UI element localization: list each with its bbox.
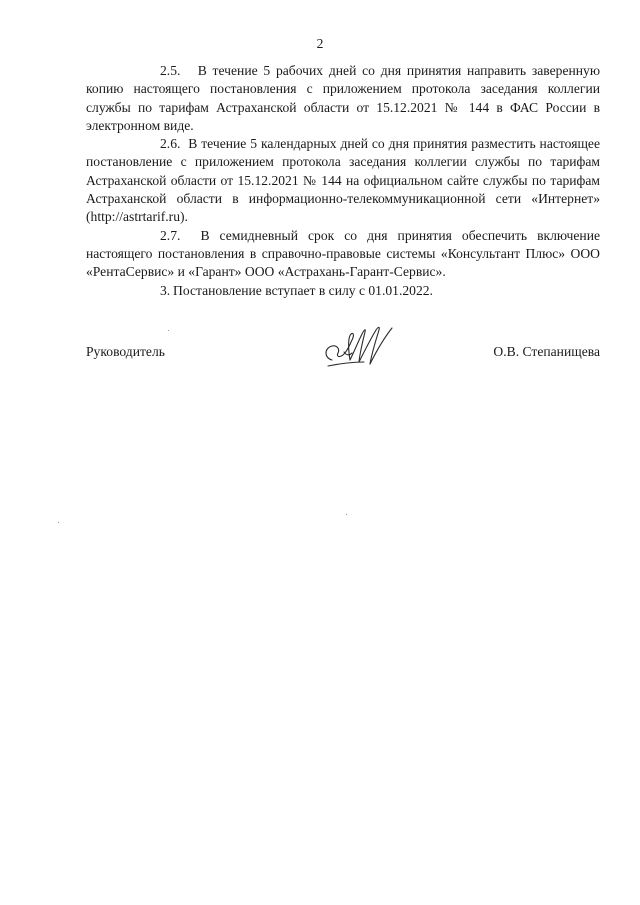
paragraph-number: 3. <box>160 282 171 298</box>
scan-speck <box>346 514 347 515</box>
paragraph-number: 2.5. <box>160 63 181 78</box>
page-number: 2 <box>316 36 324 51</box>
signer-name: О.В. Степанищева <box>493 344 600 359</box>
handwritten-signature <box>318 322 396 370</box>
paragraph-text: В течение 5 календарных дней со дня принятия разместить настоящее постановление с приложением протокола заседания коллегии службы по тарифам Астраханской области от 15.12.2021 № 144 на официальном сайте службы по тарифам Астраханской области в информационно-телекоммуникационной сети «Интернет» (http://astrtarif.ru). <box>86 136 600 225</box>
paragraph-number: 2.7. <box>160 227 181 243</box>
paragraph-number: 2.6. <box>160 136 181 152</box>
document-body <box>86 62 600 300</box>
paragraph-text: В течение 5 рабочих дней со дня принятия направить заверенную копию настоящего постановления с приложением протокола заседания коллегии службы по тарифам Астраханской области от 15.12.2021 № 144 в ФАС России в электронном виде. <box>86 63 600 133</box>
paragraph-text: В семидневный срок со дня принятия обеспечить включение настоящего постановления в справочно-правовые системы «Консультант Плюс» ООО «РентаСервис» и «Гарант» ООО «Астрахань-Гарант-Сервис». <box>86 227 600 280</box>
signer-title: Руководитель <box>86 344 165 359</box>
scan-speck <box>168 330 169 331</box>
paragraph-3 <box>86 282 600 300</box>
paragraph-2-5 <box>86 62 600 135</box>
scan-speck <box>58 522 59 523</box>
paragraph-2-6 <box>86 135 600 226</box>
paragraph-text: Постановление вступает в силу с 01.01.2022. <box>173 282 433 298</box>
paragraph-2-7 <box>86 227 600 282</box>
